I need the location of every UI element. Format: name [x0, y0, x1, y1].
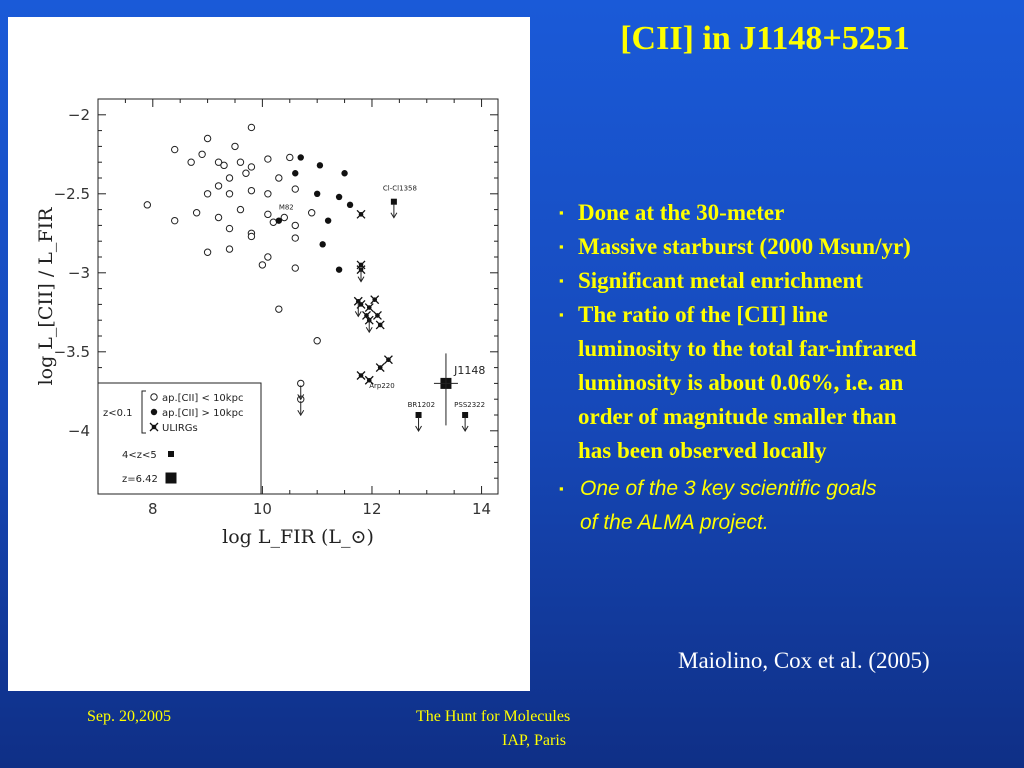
- bullet-marker-icon: ▪: [559, 205, 564, 220]
- bullet-text-line: has been observed locally: [578, 438, 827, 463]
- legend-marker: [151, 394, 157, 400]
- data-point: [215, 183, 221, 189]
- y-tick-label: −3: [67, 263, 90, 282]
- data-point: [265, 191, 271, 197]
- data-point: [237, 206, 243, 212]
- data-point: [292, 186, 298, 192]
- cross-dot: [152, 425, 157, 430]
- cross-dot: [372, 297, 377, 302]
- data-point: [204, 191, 210, 197]
- point-annotation: M82: [278, 203, 294, 212]
- x-tick-label: 14: [472, 500, 492, 518]
- data-point: [226, 225, 232, 231]
- data-point: [265, 254, 271, 260]
- data-point: [243, 170, 249, 176]
- x-tick-label: 12: [362, 500, 382, 518]
- data-point: [287, 154, 293, 160]
- data-point: [226, 246, 232, 252]
- bullet-text-line: The ratio of the [CII] line: [578, 302, 828, 327]
- y-axis-label: log L_[CII] / L_FIR: [35, 207, 57, 386]
- bullet-item: [558, 230, 1018, 264]
- data-point: [384, 356, 392, 364]
- data-point: [144, 202, 150, 208]
- point-annotation: BR1202: [407, 401, 436, 410]
- data-point: [314, 191, 320, 197]
- y-tick-label: −4: [67, 421, 90, 440]
- cross-dot: [375, 313, 380, 318]
- legend-group-label: z<0.1: [103, 408, 133, 419]
- data-point: [204, 135, 210, 141]
- data-point: [317, 162, 323, 168]
- cross-dot: [378, 365, 383, 370]
- citation: Maiolino, Cox et al. (2005): [678, 648, 930, 673]
- data-point: [319, 241, 325, 247]
- bullet-text: Massive starburst (2000 Msun/yr): [578, 234, 911, 259]
- legend-entry: z=6.42: [122, 474, 158, 485]
- data-point: [248, 187, 254, 193]
- data-point: [357, 210, 365, 218]
- data-point: [204, 249, 210, 255]
- bullet-item: [558, 196, 1018, 230]
- data-point: [292, 265, 298, 271]
- cross-dot: [359, 302, 364, 307]
- data-point: [193, 210, 199, 216]
- bullet-text: Significant metal enrichment: [578, 268, 863, 293]
- data-point: [325, 217, 331, 223]
- y-tick-label: −2.5: [53, 184, 90, 203]
- bullet-item: [558, 264, 1018, 298]
- bullet-marker-icon: ▪: [559, 273, 564, 288]
- cross-dot: [386, 357, 391, 362]
- data-point: [265, 211, 271, 217]
- y-tick-label: −3.5: [53, 342, 90, 361]
- data-point: [188, 159, 194, 165]
- data-point: [265, 156, 271, 162]
- data-point: [281, 214, 287, 220]
- bullet-marker-icon: ▪: [559, 239, 564, 254]
- x-tick-label: 8: [148, 500, 158, 518]
- bullet-text-line: of the ALMA project.: [580, 511, 769, 534]
- data-point: [373, 311, 381, 319]
- y-tick-label: −2: [67, 105, 90, 124]
- data-point: [292, 222, 298, 228]
- x-axis-label: log L_FIR (L_⊙): [222, 526, 374, 548]
- data-point: [298, 154, 304, 160]
- legend-entry: ap.[CII] > 10kpc: [162, 408, 244, 419]
- data-point: [276, 217, 282, 223]
- data-point: [347, 202, 353, 208]
- legend-entry: ULIRGs: [162, 423, 198, 434]
- cross-dot: [367, 305, 372, 310]
- data-point: [292, 235, 298, 241]
- bullet-marker-icon: ▪: [559, 307, 564, 322]
- data-point: [226, 175, 232, 181]
- legend-entry: 4<z<5: [122, 450, 157, 461]
- scatter-plot: [8, 17, 530, 691]
- bullet-text-line: luminosity is about 0.06%, i.e. an: [578, 370, 904, 395]
- cross-dot: [359, 212, 364, 217]
- data-point: [221, 162, 227, 168]
- data-point: [336, 194, 342, 200]
- legend: [98, 383, 261, 494]
- footer-venue: IAP, Paris: [502, 732, 567, 749]
- data-point: [336, 266, 342, 272]
- point-annotation: PSS2322: [454, 401, 486, 410]
- data-point: [376, 321, 384, 329]
- data-point: [172, 146, 178, 152]
- point-annotation: Arp220: [369, 382, 395, 391]
- data-point: [237, 159, 243, 165]
- bullet-text: Done at the 30-meter: [578, 200, 785, 225]
- bullet-item: [558, 298, 1018, 468]
- data-point: [308, 210, 314, 216]
- data-point: [276, 175, 282, 181]
- bullet-marker-icon: ▪: [559, 481, 564, 496]
- plot-panel: [8, 17, 530, 691]
- point-annotation: J1148: [454, 363, 486, 377]
- data-point: [357, 372, 365, 380]
- cross-dot: [378, 323, 383, 328]
- bullet-item-alma-goal: [558, 472, 1018, 540]
- data-point: [172, 217, 178, 223]
- data-point: [341, 170, 347, 176]
- data-point: [259, 262, 265, 268]
- data-point: [314, 338, 320, 344]
- legend-marker: [166, 473, 177, 484]
- data-point: [226, 191, 232, 197]
- legend-entry: ap.[CII] < 10kpc: [162, 393, 244, 404]
- footer-title: The Hunt for Molecules: [416, 708, 571, 725]
- x-tick-label: 10: [252, 500, 272, 518]
- cross-dot: [359, 373, 364, 378]
- legend-marker: [168, 451, 174, 457]
- slide-title: [CII] in J1148+5251: [620, 20, 910, 57]
- bullet-text-line: order of magnitude smaller than: [578, 404, 897, 429]
- data-point: [248, 124, 254, 130]
- bullet-text-line: luminosity to the total far-infrared: [578, 336, 917, 361]
- data-point: [232, 143, 238, 149]
- data-point: [376, 364, 384, 372]
- footer-date: Sep. 20,2005: [87, 708, 171, 725]
- data-point: [292, 170, 298, 176]
- data-point: [365, 304, 373, 312]
- point-annotation: Cl-Cl1358: [382, 184, 417, 193]
- data-point: [270, 219, 276, 225]
- data-point: [248, 164, 254, 170]
- cross-dot: [359, 263, 364, 268]
- bullet-text-line: One of the 3 key scientific goals: [580, 477, 877, 500]
- legend-marker: [151, 409, 157, 415]
- data-point: [248, 233, 254, 239]
- data-point: [215, 214, 221, 220]
- data-point: [276, 306, 282, 312]
- bullet-list: [558, 196, 1018, 540]
- data-point: [371, 296, 379, 304]
- data-point: [199, 151, 205, 157]
